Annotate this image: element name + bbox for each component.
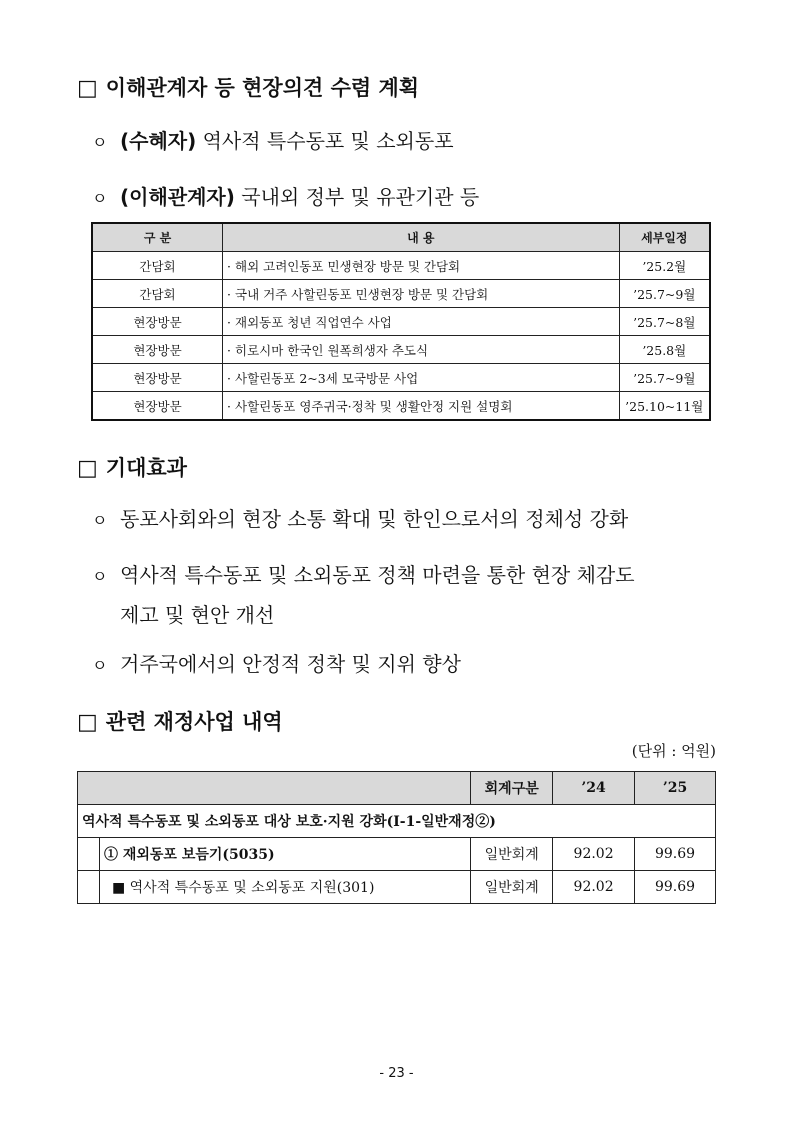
program-row [78, 805, 716, 838]
bullet-circle-icon: ㅇ [92, 656, 108, 675]
header-category: 구 분 [92, 223, 223, 252]
cell-category: 간담회 [92, 252, 223, 280]
value-2025: 99.69 [635, 838, 716, 871]
project-name: ① 재외동포 보듬기(5035) [99, 838, 470, 871]
header-schedule: 세부일정 [619, 223, 710, 252]
section-title: 기대효과 [105, 455, 187, 480]
effect-text-continued: 제고 및 현안 개선 [120, 603, 275, 627]
page-number: - 23 - [379, 1066, 414, 1081]
effect-text: 거주국에서의 안정적 정착 및 지위 향상 [120, 652, 461, 676]
budget-table [77, 771, 716, 904]
checkbox-square-icon: □ [77, 710, 98, 735]
section-title: 이해관계자 등 현장의견 수렴 계획 [105, 75, 420, 100]
value-2024: 92.02 [553, 871, 635, 904]
stakeholder-plan-table [91, 222, 711, 421]
header-account: 회계구분 [471, 772, 553, 805]
header-content: 내 용 [223, 223, 620, 252]
header-empty [78, 772, 471, 805]
table-row [92, 364, 710, 392]
value-2025: 99.69 [635, 871, 716, 904]
cell-schedule: ’25.2월 [619, 252, 710, 280]
table-row [92, 392, 710, 421]
effect-item-2 [92, 556, 635, 634]
account-type: 일반회계 [471, 871, 553, 904]
cell-schedule: ’25.10~11월 [619, 392, 710, 421]
cell-content: · 사할린동포 2~3세 모국방문 사업 [223, 364, 620, 392]
section-heading-expected-effects [77, 452, 187, 482]
cell-category: 현장방문 [92, 308, 223, 336]
bullet-label: (수혜자) [120, 129, 197, 153]
bullet-text: 역사적 특수동포 및 소외동포 [196, 129, 454, 153]
bullet-circle-icon: ㅇ [92, 189, 108, 208]
program-name: 역사적 특수동포 및 소외동포 대상 보호·지원 강화(Ⅰ-1-일반재정②) [78, 805, 716, 838]
cell-content: · 국내 거주 사할린동포 민생현장 방문 및 간담회 [223, 280, 620, 308]
cell-content: · 해외 고려인동포 민생현장 방문 및 간담회 [223, 252, 620, 280]
effect-text: 역사적 특수동포 및 소외동포 정책 마련을 통한 현장 체감도 [120, 563, 635, 587]
cell-category: 현장방문 [92, 392, 223, 421]
effect-item-3 [92, 645, 461, 685]
bullet-label: (이해관계자) [120, 185, 235, 209]
table-row [78, 871, 716, 904]
checkbox-square-icon: □ [77, 76, 98, 101]
table-row [92, 252, 710, 280]
bullet-circle-icon: ㅇ [92, 511, 108, 530]
table-row [92, 308, 710, 336]
section-heading-stakeholder-plan [77, 72, 419, 102]
cell-schedule: ’25.7~9월 [619, 280, 710, 308]
bullet-circle-icon: ㅇ [92, 567, 108, 586]
table-header-row [92, 223, 710, 252]
bullet-beneficiaries [92, 122, 454, 162]
table-row [92, 336, 710, 364]
cell-schedule: ’25.8월 [619, 336, 710, 364]
effect-text: 동포사회와의 현장 소통 확대 및 한인으로서의 정체성 강화 [120, 507, 629, 531]
subproject-name: ■ 역사적 특수동포 및 소외동포 지원(301) [99, 871, 470, 904]
checkbox-square-icon: □ [77, 456, 98, 481]
cell-content: · 히로시마 한국인 원폭희생자 추도식 [223, 336, 620, 364]
cell-content: · 사할린동포 영주귀국·정착 및 생활안정 지원 설명회 [223, 392, 620, 421]
cell-schedule: ’25.7~8월 [619, 308, 710, 336]
cell-category: 현장방문 [92, 364, 223, 392]
section-heading-budget [77, 706, 283, 736]
bullet-text: 국내외 정부 및 유관기관 등 [234, 185, 480, 209]
bullet-circle-icon: ㅇ [92, 133, 108, 152]
value-2024: 92.02 [553, 838, 635, 871]
cell-content: · 재외동포 청년 직업연수 사업 [223, 308, 620, 336]
table-header-row [78, 772, 716, 805]
table-row [92, 280, 710, 308]
table-row [78, 838, 716, 871]
account-type: 일반회계 [471, 838, 553, 871]
cell-schedule: ’25.7~9월 [619, 364, 710, 392]
cell-category: 간담회 [92, 280, 223, 308]
indent-cell [78, 838, 100, 871]
effect-item-1 [92, 500, 628, 540]
header-2025: ’25 [635, 772, 716, 805]
bullet-stakeholders [92, 178, 479, 218]
indent-cell [78, 871, 100, 904]
section-title: 관련 재정사업 내역 [105, 709, 283, 734]
header-2024: ’24 [553, 772, 635, 805]
unit-label: (단위 : 억원) [631, 742, 716, 760]
cell-category: 현장방문 [92, 336, 223, 364]
